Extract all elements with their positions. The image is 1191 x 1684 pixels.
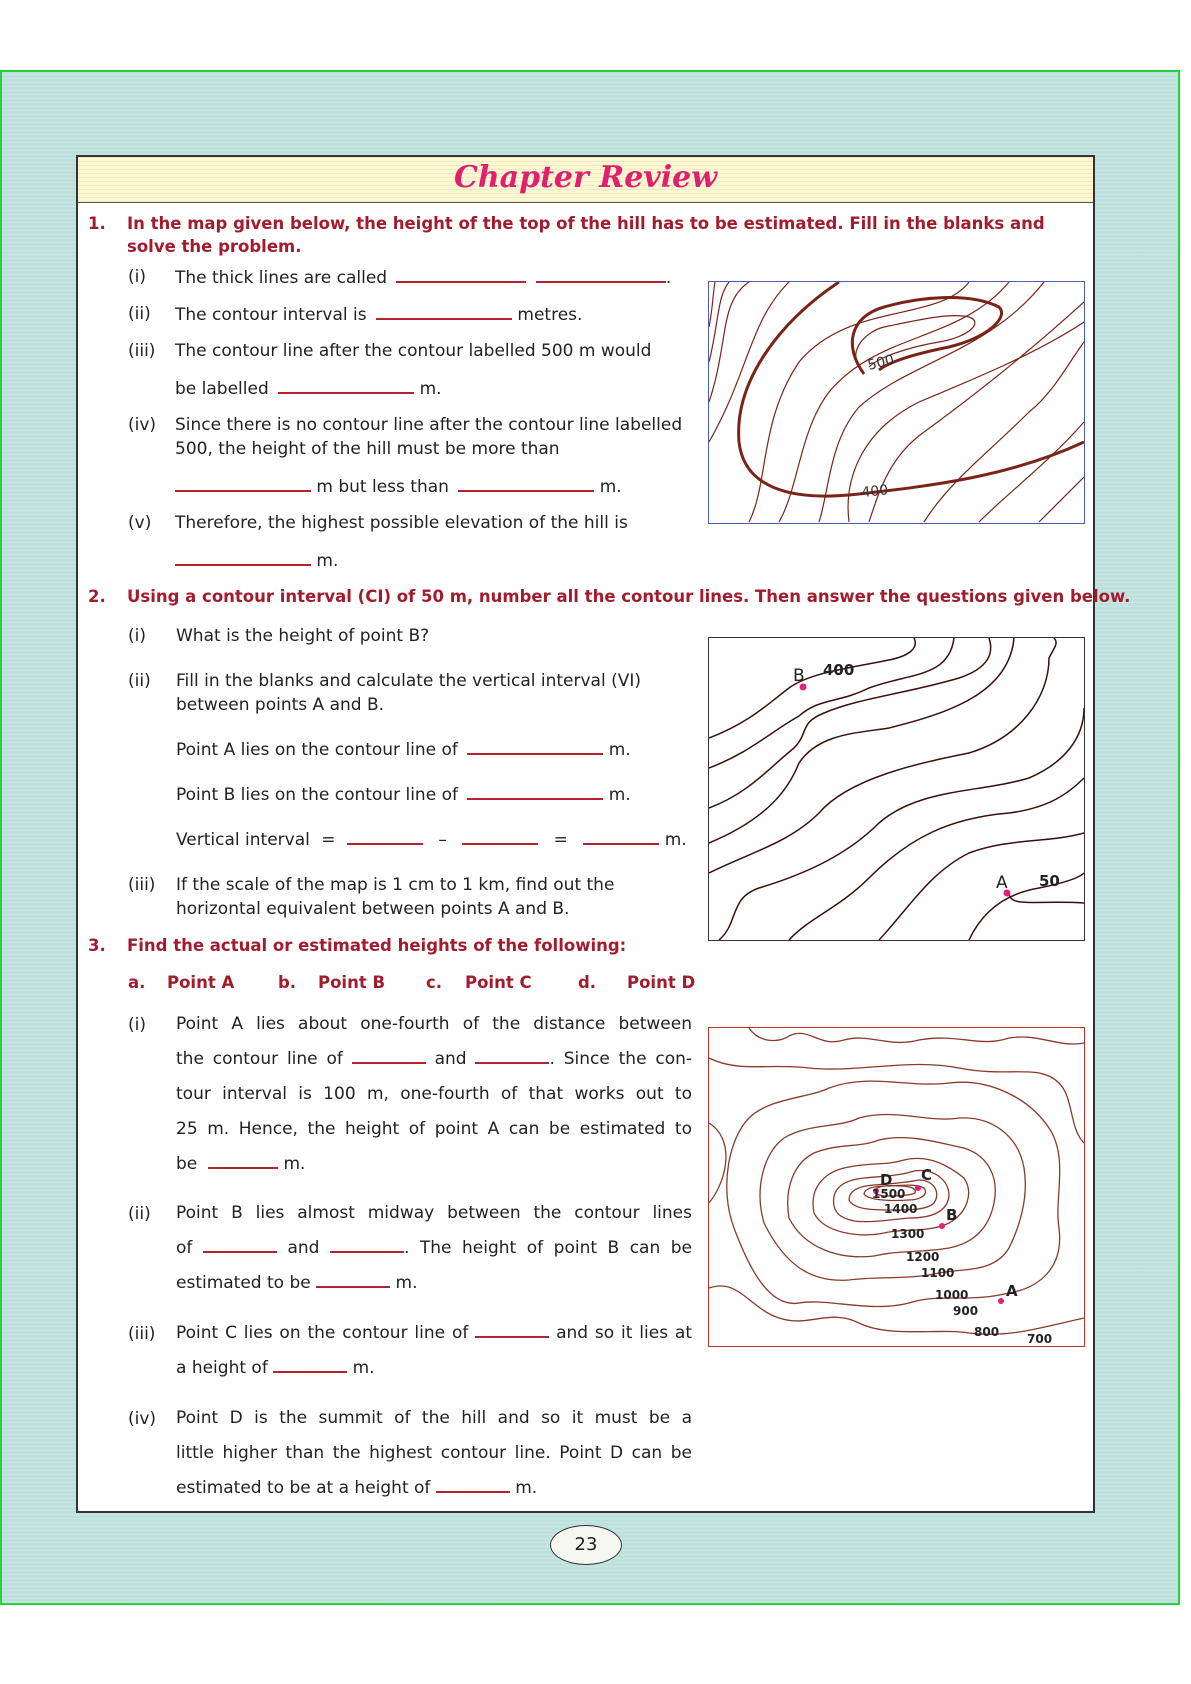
q1-i-text: The thick lines are called [175, 268, 388, 288]
q3-iii-l2 [176, 1351, 692, 1386]
q1-i-num: (i) [128, 267, 146, 287]
q3-ii-l2a: of [176, 1238, 193, 1258]
map3-label-1500: 1500 [872, 1187, 906, 1201]
q2-i-num: (i) [128, 626, 146, 646]
q3-ii-blank-1[interactable] [203, 1235, 277, 1253]
q1-iii-unit: m. [419, 379, 442, 399]
q3-i-l5a: be [176, 1154, 198, 1174]
contour-line [709, 1286, 1084, 1334]
map3-label-700: 700 [1027, 1332, 1053, 1346]
q1-iii-line-2 [175, 376, 442, 401]
contour-map-3-drawing [709, 1028, 1084, 1346]
q2-vi-text: Vertical interval [176, 830, 310, 850]
q2-vi-eq-2: = [553, 830, 568, 850]
q3-i-l2c: . Since the con- [549, 1049, 693, 1069]
q1-number: 1. [88, 214, 106, 233]
q3-i-blank-3[interactable] [208, 1151, 278, 1169]
map3-label-1100: 1100 [921, 1266, 955, 1280]
map3-label-b: B [946, 1206, 958, 1224]
q3-i-text [176, 1007, 692, 1182]
q3-iv-l1: Point D is the summit of the hill and so it must be a [176, 1408, 692, 1428]
q1-ii-line [175, 302, 582, 327]
contour-line [719, 708, 1084, 940]
map3-label-800: 800 [974, 1325, 1000, 1339]
q3-iv-text [176, 1401, 692, 1506]
contour-line [709, 638, 954, 768]
q1-v-blank[interactable] [175, 548, 311, 566]
q1-iv-blank-2[interactable] [458, 474, 594, 492]
contour-line [1039, 477, 1084, 522]
q3-iii-l1a: Point C lies on the contour line of [176, 1323, 469, 1343]
contour-line [709, 1058, 1084, 1143]
contour-line [969, 873, 1084, 940]
q1-ii-unit: metres. [517, 305, 583, 325]
contour-line-700 [749, 1028, 1084, 1044]
chapter-title: Chapter Review [453, 160, 718, 195]
q3-option-d: Point D [627, 973, 696, 992]
q3-i-blank-2[interactable] [475, 1046, 549, 1064]
q2-vi-line [176, 827, 687, 852]
q3-iv-l3 [176, 1471, 692, 1506]
q1-iv-num: (iv) [128, 415, 157, 435]
q3-iii-blank-2[interactable] [273, 1355, 347, 1373]
map2-label-a: A [996, 873, 1008, 893]
q3-iv-blank[interactable] [436, 1475, 510, 1493]
q3-i-l3: tour interval is 100 m, one-fourth of that works out to [176, 1084, 692, 1104]
q2-point-a-unit: m. [608, 740, 631, 760]
q2-number: 2. [88, 587, 106, 606]
q3-option-b: Point B [318, 973, 386, 992]
contour-line [749, 282, 969, 522]
q3-ii-l2c: . The height of point B can be [403, 1238, 693, 1258]
q1-i-blank-2[interactable] [536, 265, 666, 283]
q3-iv-num: (iv) [128, 1409, 157, 1429]
q2-vi-unit: m. [664, 830, 687, 850]
contour-map-1 [708, 281, 1085, 524]
map3-label-900: 900 [953, 1304, 979, 1318]
point-b-marker [939, 1223, 945, 1229]
thick-contour-400 [739, 282, 1084, 496]
q3-ii-l3a: estimated to be [176, 1273, 311, 1293]
q3-iii-l1b: and so it lies at [556, 1323, 692, 1343]
q3-i-l2 [176, 1042, 692, 1077]
q3-i-l1: Point A lies about one-fourth of the distance between [176, 1014, 692, 1034]
map3-label-d: D [880, 1171, 893, 1189]
q2-point-b-text: Point B lies on the contour line of [176, 785, 458, 805]
q2-point-a-line [176, 737, 631, 762]
q3-ii-blank-3[interactable] [316, 1270, 390, 1288]
q1-ii-num: (ii) [128, 304, 151, 324]
q1-v-text-a: Therefore, the highest possible elevation of the hill is [175, 513, 628, 533]
q2-iii-num: (iii) [128, 875, 156, 895]
q3-i-l2a: the contour line of [176, 1049, 343, 1069]
q3-ii-num: (ii) [128, 1204, 151, 1224]
q1-i-blank-1[interactable] [396, 265, 526, 283]
q3-iii-l2b: m. [352, 1358, 375, 1378]
contour-map-1-drawing [709, 282, 1084, 523]
q2-vi-blank-1[interactable] [347, 827, 423, 845]
q3-ii-l2b: and [287, 1238, 320, 1258]
q3-option-c: Point C [465, 973, 532, 992]
contour-line [709, 282, 715, 327]
q1-iii-num: (iii) [128, 341, 156, 361]
q3-iv-l3a: estimated to be at a height of [176, 1478, 431, 1498]
q3-option-d-letter: d. [578, 973, 597, 992]
map3-label-1400: 1400 [884, 1202, 918, 1216]
point-c-marker [915, 1185, 921, 1191]
map2-label-b: B [793, 666, 805, 686]
q2-prompt: Using a contour interval (CI) of 50 m, number all the contour lines. Then answer the questions given below. [127, 587, 1131, 606]
q1-iv-unit: m. [599, 477, 622, 497]
map3-label-a: A [1006, 1282, 1018, 1300]
q1-iv-text-b: 500, the height of the hill must be more than [175, 439, 560, 459]
q3-option-a: Point A [167, 973, 235, 992]
contour-map-3 [708, 1027, 1085, 1347]
q1-v-num: (v) [128, 513, 152, 533]
q3-i-num: (i) [128, 1015, 146, 1035]
contour-line [709, 638, 1014, 843]
map1-label-500: 500 [866, 351, 896, 374]
q1-iv-blank-1[interactable] [175, 474, 311, 492]
q1-iv-text-c: m but less than [316, 477, 449, 497]
q3-iii-num: (iii) [128, 1324, 156, 1344]
q2-ii-num: (ii) [128, 671, 151, 691]
q3-i-blank-1[interactable] [352, 1046, 426, 1064]
point-a-marker [998, 1298, 1004, 1304]
contour-line-50 [1009, 893, 1084, 903]
q3-number: 3. [88, 936, 106, 955]
q1-iii-text-b: be labelled [175, 379, 269, 399]
map2-label-50: 50 [1039, 872, 1060, 890]
q2-ii-text-b: between points A and B. [176, 695, 385, 715]
q3-i-l5b: m. [283, 1154, 306, 1174]
q3-ii-blank-2[interactable] [330, 1235, 404, 1253]
q1-v-line-2 [175, 548, 338, 573]
q3-ii-l2 [176, 1231, 692, 1266]
contour-line [709, 282, 749, 402]
q2-point-b-blank[interactable] [467, 782, 603, 800]
q1-iii-text-a: The contour line after the contour labelled 500 m would [175, 341, 652, 361]
q1-i-line: The thick lines are called . [175, 265, 671, 290]
contour-line [779, 282, 1009, 522]
q1-ii-blank[interactable] [376, 302, 512, 320]
contour-line [789, 778, 1084, 940]
q3-iii-l2a: a height of [176, 1358, 268, 1378]
map3-label-1000: 1000 [935, 1288, 969, 1302]
contour-line-400 [709, 638, 915, 738]
q3-option-b-letter: b. [278, 973, 297, 992]
q3-option-c-letter: c. [426, 973, 443, 992]
map1-label-400: 400 [860, 482, 890, 501]
q3-i-l4: 25 m. Hence, the height of point A can be estimated to [176, 1119, 692, 1139]
page-number: 23 [550, 1525, 622, 1565]
title-bar [78, 157, 1093, 203]
q2-point-b-line [176, 782, 631, 807]
q3-iii-blank-1[interactable] [475, 1320, 549, 1338]
q1-v-unit: m. [316, 551, 339, 571]
q3-i-l2b: and [434, 1049, 467, 1069]
q2-vi-blank-3[interactable] [583, 827, 659, 845]
q2-i-text: What is the height of point B? [176, 626, 430, 646]
q3-iii-text [176, 1316, 692, 1386]
contour-line [924, 342, 1084, 522]
q3-iii-l1 [176, 1316, 692, 1351]
q2-vi-blank-2[interactable] [462, 827, 538, 845]
q2-vi-minus: – [438, 830, 447, 850]
q3-iv-l2: little higher than the highest contour line. Point D can be [176, 1443, 692, 1463]
contour-map-2-drawing [709, 638, 1084, 940]
map3-label-1300: 1300 [891, 1227, 925, 1241]
q3-ii-l3 [176, 1266, 692, 1301]
q3-prompt: Find the actual or estimated heights of the following: [127, 936, 627, 955]
map3-label-c: C [921, 1166, 933, 1184]
q3-ii-l3b: m. [395, 1273, 418, 1293]
q2-iii-text-a: If the scale of the map is 1 cm to 1 km, find out the [176, 875, 615, 895]
q3-ii-l1: Point B lies almost midway between the contour lines [176, 1203, 692, 1223]
contour-line [709, 1123, 726, 1203]
q2-vi-eq-1: = [321, 830, 336, 850]
q1-iii-blank[interactable] [278, 376, 414, 394]
q2-point-a-blank[interactable] [467, 737, 603, 755]
contour-line [709, 638, 1056, 873]
q2-ii-text-a: Fill in the blanks and calculate the vertical interval (VI) [176, 671, 642, 691]
q3-option-a-letter: a. [128, 973, 146, 992]
contour-line [709, 282, 789, 442]
q1-iv-text-a: Since there is no contour line after the contour line labelled [175, 415, 683, 435]
q3-iv-l3b: m. [515, 1478, 538, 1498]
map3-label-1200: 1200 [906, 1250, 940, 1264]
map2-label-400: 400 [823, 661, 855, 679]
contour-map-2 [708, 637, 1085, 941]
q2-point-b-unit: m. [608, 785, 631, 805]
chapter-review-page [76, 155, 1131, 1513]
q1-iv-line-3 [175, 474, 622, 499]
q3-i-l5 [176, 1147, 692, 1182]
q3-ii-text [176, 1196, 692, 1301]
q1-ii-text: The contour interval is [175, 305, 367, 325]
q1-prompt: In the map given below, the height of the top of the hill has to be estimated. Fill in the blanks and solve the problem. [127, 214, 1045, 256]
q2-iii-text-b: horizontal equivalent between points A and B. [176, 899, 570, 919]
q2-point-a-text: Point A lies on the contour line of [176, 740, 458, 760]
